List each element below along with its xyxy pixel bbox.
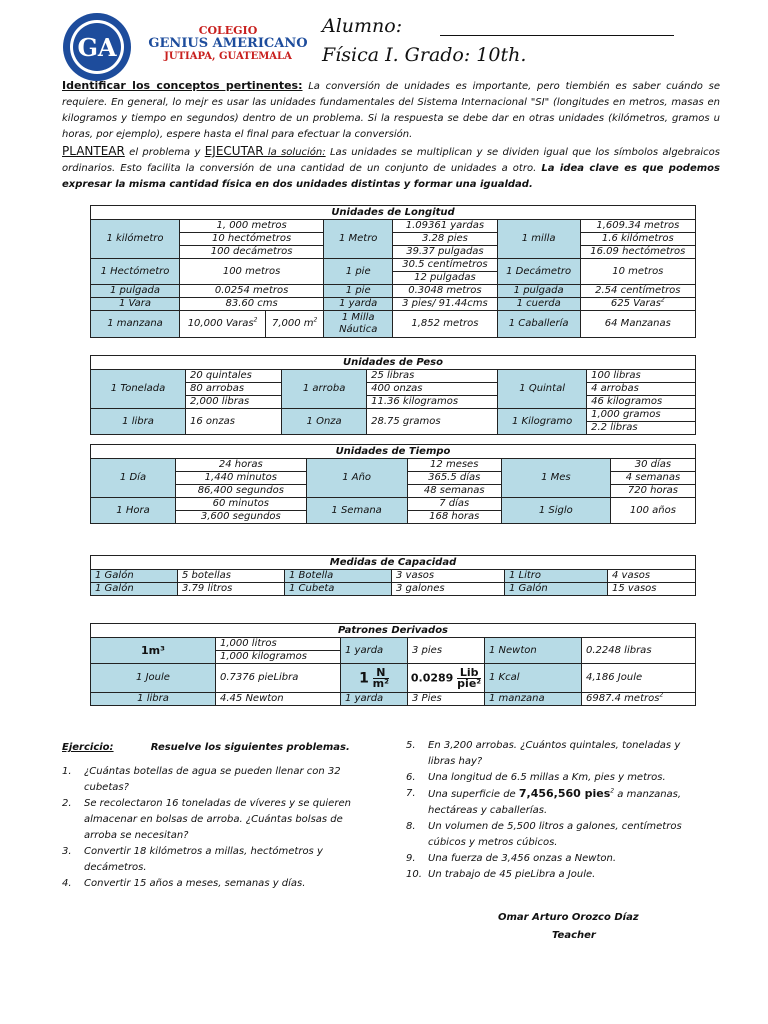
exercise-item <box>62 796 362 844</box>
table-cell <box>180 311 266 338</box>
table-cell: 46 kilogramos <box>587 396 696 409</box>
table-cell: 1 Milla Náutica <box>324 311 393 338</box>
table-cell: 1.09361 yardas <box>393 220 497 233</box>
table-cell: 1 Galón <box>505 583 608 596</box>
table-cell: 1 Litro <box>505 570 608 583</box>
table-cell: 100 decámetros <box>180 246 324 259</box>
superscript: 2 <box>659 691 664 699</box>
table-cell: 1 Siglo <box>501 498 610 524</box>
table-cell: 12 pulgadas <box>393 272 497 285</box>
table-cell: 3 pies <box>408 638 485 664</box>
table-cell: 0.2248 libras <box>582 638 696 664</box>
fraction-den: m² <box>372 676 389 690</box>
table-cell: 10 metros <box>580 259 695 285</box>
table-cell: 1 Año <box>306 459 407 498</box>
table-cell: 100 años <box>610 498 695 524</box>
intro-connector: el problema y <box>124 147 205 158</box>
exercise-list <box>406 738 706 883</box>
item-number: 7. <box>406 788 416 799</box>
item-number: 5. <box>406 740 416 751</box>
weight-units-table <box>90 355 696 435</box>
table-cell: 83.60 cms <box>180 298 324 311</box>
table-cell: 1,000 kilogramos <box>216 651 341 664</box>
item-value: 7,456,560 pies <box>518 787 611 800</box>
cell-text: 6987.4 metros <box>586 693 660 704</box>
newton-per-m2-cell <box>341 664 408 693</box>
table-cell: 1 Vara <box>91 298 180 311</box>
table-cell: 720 horas <box>610 485 695 498</box>
table-cell <box>266 311 324 338</box>
intro-paragraph-2: Las unidades se multiplican y se dividen igual que los símbolos algebraicos ordinarios. Esto facilita la conversión de una cantidad de un conjunto de unidades a otro. <box>62 147 721 174</box>
table-cell: 1 Cubeta <box>285 583 392 596</box>
table-cell: 1 milla <box>497 220 580 259</box>
cell-text: 625 Varas <box>610 298 661 309</box>
table-cell: 16 onzas <box>186 409 282 435</box>
table-cell: 100 metros <box>180 259 324 285</box>
table-cell: 1 yarda <box>341 693 408 706</box>
table-cell: 1.6 kilómetros <box>580 233 695 246</box>
solution-label: la solución: <box>263 147 326 158</box>
table-cell: 1 kilómetro <box>91 220 180 259</box>
table-cell: 1, 000 metros <box>180 220 324 233</box>
fraction-num: Lib <box>457 668 481 679</box>
table-cell: 1 Galón <box>91 583 178 596</box>
table-cell: 64 Manzanas <box>580 311 695 338</box>
key-idea: La idea clave es que podemos expresar la misma cantidad física en dos unidades distintas y formar una igualdad. <box>62 163 720 190</box>
capacity-table <box>90 555 696 596</box>
table-cell: 1 manzana <box>485 693 582 706</box>
table-cell: 12 meses <box>407 459 501 472</box>
item-text: Una longitud de 6.5 millas a Km, pies y metros. <box>428 772 666 783</box>
table-cell: 0.0254 metros <box>180 285 324 298</box>
table-cell: 1 Hora <box>91 498 176 524</box>
item-text: a manzanas, hectáreas y caballerías. <box>428 789 682 816</box>
exercise-item <box>406 786 706 819</box>
item-number: 10. <box>406 869 422 880</box>
table-cell: 1 yarda <box>341 638 408 664</box>
table-cell: 1 libra <box>91 693 216 706</box>
teacher-role: Teacher <box>552 930 596 941</box>
table-cell: 1 Semana <box>306 498 407 524</box>
item-number: 9. <box>406 853 416 864</box>
item-text: Una superficie de <box>428 789 519 800</box>
table-cell: 1 Caballería <box>497 311 580 338</box>
table-cell: 48 semanas <box>407 485 501 498</box>
table-cell: 2,000 libras <box>186 396 282 409</box>
table-cell: 3.28 pies <box>393 233 497 246</box>
table-cell: 1 yarda <box>324 298 393 311</box>
table-cell: 2.2 libras <box>587 422 696 435</box>
school-line1: COLEGIO <box>198 24 258 37</box>
item-number: 2. <box>62 798 72 809</box>
table-cell <box>580 298 695 311</box>
school-line2: GENIUS AMERICANO <box>148 36 308 51</box>
table-cell: 1,000 gramos <box>587 409 696 422</box>
course-title: Física I. Grado: 10th. <box>322 44 527 66</box>
table-cell: 2.54 centímetros <box>580 285 695 298</box>
table-cell: 4 arrobas <box>587 383 696 396</box>
table-cell: 11.36 kilogramos <box>367 396 498 409</box>
table-cell: 1 Kilogramo <box>498 409 587 435</box>
table-cell: 1 Metro <box>324 220 393 259</box>
table-cell: 1 pulgada <box>497 285 580 298</box>
table-cell: 3 Pies <box>408 693 485 706</box>
exercise-item <box>406 819 706 851</box>
alumno-label: Alumno: <box>322 15 403 37</box>
table-cell: 1 Galón <box>91 570 178 583</box>
superscript: 2 <box>610 787 615 795</box>
table-cell: 3 vasos <box>392 570 505 583</box>
table-cell: 1 Quintal <box>498 370 587 409</box>
exercise-right-column <box>406 738 706 883</box>
table-cell: 1 Botella <box>285 570 392 583</box>
fraction <box>372 665 389 690</box>
table-cell: 39.37 pulgadas <box>393 246 497 259</box>
item-text: Un trabajo de 45 pieLibra a Joule. <box>428 869 596 880</box>
item-text: Convertir 18 kilómetros a millas, hectómetros y decámetros. <box>84 846 323 873</box>
table-cell: 1,852 metros <box>393 311 497 338</box>
exercise-item <box>62 876 362 892</box>
teacher-name: Omar Arturo Orozco Díaz <box>498 912 639 923</box>
fraction-coef: 0.0289 <box>410 671 454 684</box>
table-cell: 16.09 hectómetros <box>580 246 695 259</box>
table-cell: 1,000 litros <box>216 638 341 651</box>
table-title: Unidades de Peso <box>91 356 696 370</box>
school-line3: JUTIAPA, GUATEMALA <box>164 51 292 62</box>
table-title: Unidades de Longitud <box>91 206 696 220</box>
table-cell: 4.45 Newton <box>216 693 341 706</box>
cell-text: 10,000 Varas <box>187 318 254 329</box>
fraction-coef: 1 <box>359 670 369 686</box>
table-cell: 1m³ <box>91 638 216 664</box>
table-cell: 1 arroba <box>282 370 367 409</box>
cell-text: 7,000 m <box>271 318 314 329</box>
item-text: Un volumen de 5,500 litros a galones, centímetros cúbicos y metros cúbicos. <box>428 821 682 848</box>
table-cell: 1 Tonelada <box>91 370 186 409</box>
intro-text <box>62 78 720 193</box>
table-cell: 365.5 días <box>407 472 501 485</box>
fraction <box>457 665 482 690</box>
table-cell: 1 pie <box>324 259 393 285</box>
table-title: Patrones Derivados <box>91 624 696 638</box>
fraction-den: pie² <box>457 676 482 690</box>
item-number: 4. <box>62 878 72 889</box>
table-cell: 86,400 segundos <box>176 485 307 498</box>
item-text: En 3,200 arrobas. ¿Cuántos quintales, toneladas y libras hay? <box>428 740 681 767</box>
derived-units-table <box>90 623 696 706</box>
svg-text:GA: GA <box>77 33 117 62</box>
alumno-name-line[interactable] <box>440 35 674 36</box>
item-number: 1. <box>62 766 72 777</box>
table-cell: 168 horas <box>407 511 501 524</box>
plantear-label: PLANTEAR <box>62 144 125 158</box>
table-cell: 1 pie <box>324 285 393 298</box>
school-name <box>140 24 316 63</box>
table-cell: 7 días <box>407 498 501 511</box>
item-text: Se recolectaron 16 toneladas de víveres y se quieren almacenar en bolsas de arroba. ¿Cuántas bolsas de arroba se necesitan? <box>84 798 351 841</box>
item-number: 8. <box>406 821 416 832</box>
table-cell: 1 Joule <box>91 664 216 693</box>
table-cell: 4 semanas <box>610 472 695 485</box>
table-cell: 1 Kcal <box>485 664 582 693</box>
table-cell: 1 Día <box>91 459 176 498</box>
exercise-instruction: Resuelve los siguientes problemas. <box>150 742 350 753</box>
table-cell: 60 minutos <box>176 498 307 511</box>
table-title: Unidades de Tiempo <box>91 445 696 459</box>
superscript: 2 <box>253 316 258 324</box>
table-cell: 30.5 centímetros <box>393 259 497 272</box>
table-cell: 1 Decámetro <box>497 259 580 285</box>
exercise-list <box>62 764 362 892</box>
item-number: 6. <box>406 772 416 783</box>
item-text: Convertir 15 años a meses, semanas y días. <box>84 878 306 889</box>
superscript: 2 <box>313 316 318 324</box>
item-number: 3. <box>62 846 72 857</box>
table-cell: 1 Newton <box>485 638 582 664</box>
table-cell: 80 arrobas <box>186 383 282 396</box>
table-cell: 1 pulgada <box>91 285 180 298</box>
ejecutar-label: EJECUTAR <box>204 144 264 158</box>
table-cell: 1,440 minutos <box>176 472 307 485</box>
table-cell: 24 horas <box>176 459 307 472</box>
table-cell: 1 cuerda <box>497 298 580 311</box>
time-units-table <box>90 444 696 524</box>
table-cell: 20 quintales <box>186 370 282 383</box>
table-cell: 1 Hectómetro <box>91 259 180 285</box>
exercise-item <box>62 844 362 876</box>
table-cell: 4,186 Joule <box>582 664 696 693</box>
exercise-item <box>406 738 706 770</box>
table-cell: 4 vasos <box>608 570 696 583</box>
table-cell: 0.3048 metros <box>393 285 497 298</box>
table-cell: 10 hectómetros <box>180 233 324 246</box>
intro-heading: Identificar los conceptos pertinentes: <box>62 79 303 92</box>
intro-paragraph: La conversión de unidades es importante, pero tiembién es saber cuándo se requiere. En general, lo mejr es usar las unidades fundamentales del Sistema Internacional "SI" (longitudes en metros, masas en kilogramos y tiempo en segundos) dentro de un problema. Si la respuesta se debe dar en otras unidades (kilómetros, gramos u horas, por ejemplo), espere hasta el final para efectuar la conversión. <box>62 81 721 140</box>
table-cell: 1,609.34 metros <box>580 220 695 233</box>
exercise-item <box>62 764 362 796</box>
table-cell: 25 libras <box>367 370 498 383</box>
table-cell: 15 vasos <box>608 583 696 596</box>
table-cell: 28.75 gramos <box>367 409 498 435</box>
table-cell: 3 galones <box>392 583 505 596</box>
table-cell: 30 días <box>610 459 695 472</box>
table-cell: 400 onzas <box>367 383 498 396</box>
table-cell: 5 botellas <box>178 570 285 583</box>
lib-per-pie2-cell <box>408 664 485 693</box>
table-cell: 1 Mes <box>501 459 610 498</box>
table-cell: 1 libra <box>91 409 186 435</box>
table-title: Medidas de Capacidad <box>91 556 696 570</box>
table-cell: 3 pies/ 91.44cms <box>393 298 497 311</box>
exercise-item <box>406 851 706 867</box>
table-cell <box>582 693 696 706</box>
school-logo <box>62 12 132 82</box>
table-cell: 0.7376 pieLibra <box>216 664 341 693</box>
exercise-item <box>406 867 706 883</box>
exercise-header <box>62 740 362 756</box>
table-cell: 3.79 litros <box>178 583 285 596</box>
table-cell: 100 libras <box>587 370 696 383</box>
item-text: Una fuerza de 3,456 onzas a Newton. <box>428 853 617 864</box>
fraction-num: N <box>373 668 389 679</box>
item-text: ¿Cuántas botellas de agua se pueden llenar con 32 cubetas? <box>84 766 341 793</box>
exercise-item <box>406 770 706 786</box>
exercise-label: Ejercicio: <box>62 742 114 753</box>
length-units-table <box>90 205 696 338</box>
table-cell: 1 Onza <box>282 409 367 435</box>
table-cell: 3,600 segundos <box>176 511 307 524</box>
superscript: 2 <box>660 296 665 304</box>
exercise-left-column <box>62 740 362 892</box>
table-cell: 1 manzana <box>91 311 180 338</box>
